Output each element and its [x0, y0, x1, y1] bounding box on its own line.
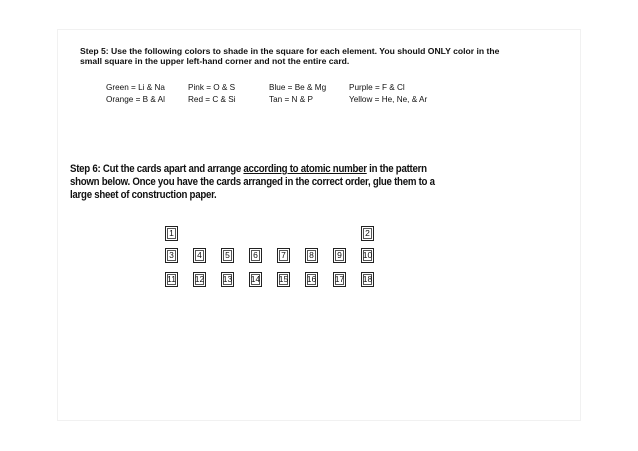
atomic-number-box: 8: [307, 250, 316, 261]
element-card-11: [165, 272, 178, 287]
legend-purple: Purple = F & Cl: [349, 83, 405, 92]
element-card-12: [193, 272, 206, 287]
element-card-5: [221, 248, 234, 263]
atomic-number-box: 2: [363, 228, 372, 239]
step-5-instructions: Step 5: Use the following colors to shade in the square for each element. You should ONLY color in the small square in the upper left-hand corner and not the entire card.: [80, 46, 500, 66]
step-6-text-start: Step 6: Cut the cards apart and arrange: [70, 163, 244, 175]
color-legend: [106, 82, 466, 106]
atomic-number-box: 3: [167, 250, 176, 261]
legend-row-1: [106, 82, 466, 94]
element-card-2: [361, 226, 374, 241]
atomic-number-box: 13: [222, 274, 233, 284]
atomic-number-box: 12: [194, 274, 205, 284]
element-card-1: [165, 226, 178, 241]
step-6-text-end: in the pattern shown below. Once you have the cards arranged in the correct order, glue them to a large sheet of construction paper.: [70, 163, 435, 201]
legend-green: Green = Li & Na: [106, 83, 165, 92]
element-card-14: [249, 272, 262, 287]
legend-orange: Orange = B & Al: [106, 95, 165, 104]
atomic-number-box: 7: [279, 250, 288, 261]
element-card-18: [361, 272, 374, 287]
atomic-number-box: 14: [250, 274, 261, 284]
legend-yellow: Yellow = He, Ne, & Ar: [349, 95, 428, 104]
atomic-number-box: 4: [195, 250, 204, 261]
atomic-number-box: 15: [278, 274, 289, 284]
legend-tan: Tan = N & P: [269, 95, 313, 104]
legend-row-2: [106, 94, 466, 106]
atomic-number-box: 16: [306, 274, 317, 284]
atomic-number-box: 6: [251, 250, 260, 261]
element-card-4: [193, 248, 206, 263]
element-card-3: [165, 248, 178, 263]
step-6-instructions: [70, 163, 440, 202]
element-card-8: [305, 248, 318, 263]
element-card-17: [333, 272, 346, 287]
atomic-number-box: 5: [223, 250, 232, 261]
atomic-number-box: 9: [335, 250, 344, 261]
legend-pink: Pink = O & S: [188, 83, 236, 92]
atomic-number-box: 18: [362, 274, 373, 284]
legend-blue: Blue = Be & Mg: [269, 83, 327, 92]
element-card-6: [249, 248, 262, 263]
atomic-number-box: 1: [167, 228, 176, 239]
atomic-number-box: 17: [334, 274, 345, 284]
element-card-13: [221, 272, 234, 287]
atomic-number-box: 10: [362, 250, 373, 260]
legend-red: Red = C & Si: [188, 95, 236, 104]
element-card-7: [277, 248, 290, 263]
element-card-15: [277, 272, 290, 287]
element-card-9: [333, 248, 346, 263]
step-6-underlined-text: according to atomic number: [243, 163, 367, 175]
atomic-number-box: 11: [167, 274, 176, 284]
element-card-10: [361, 248, 374, 263]
element-card-16: [305, 272, 318, 287]
